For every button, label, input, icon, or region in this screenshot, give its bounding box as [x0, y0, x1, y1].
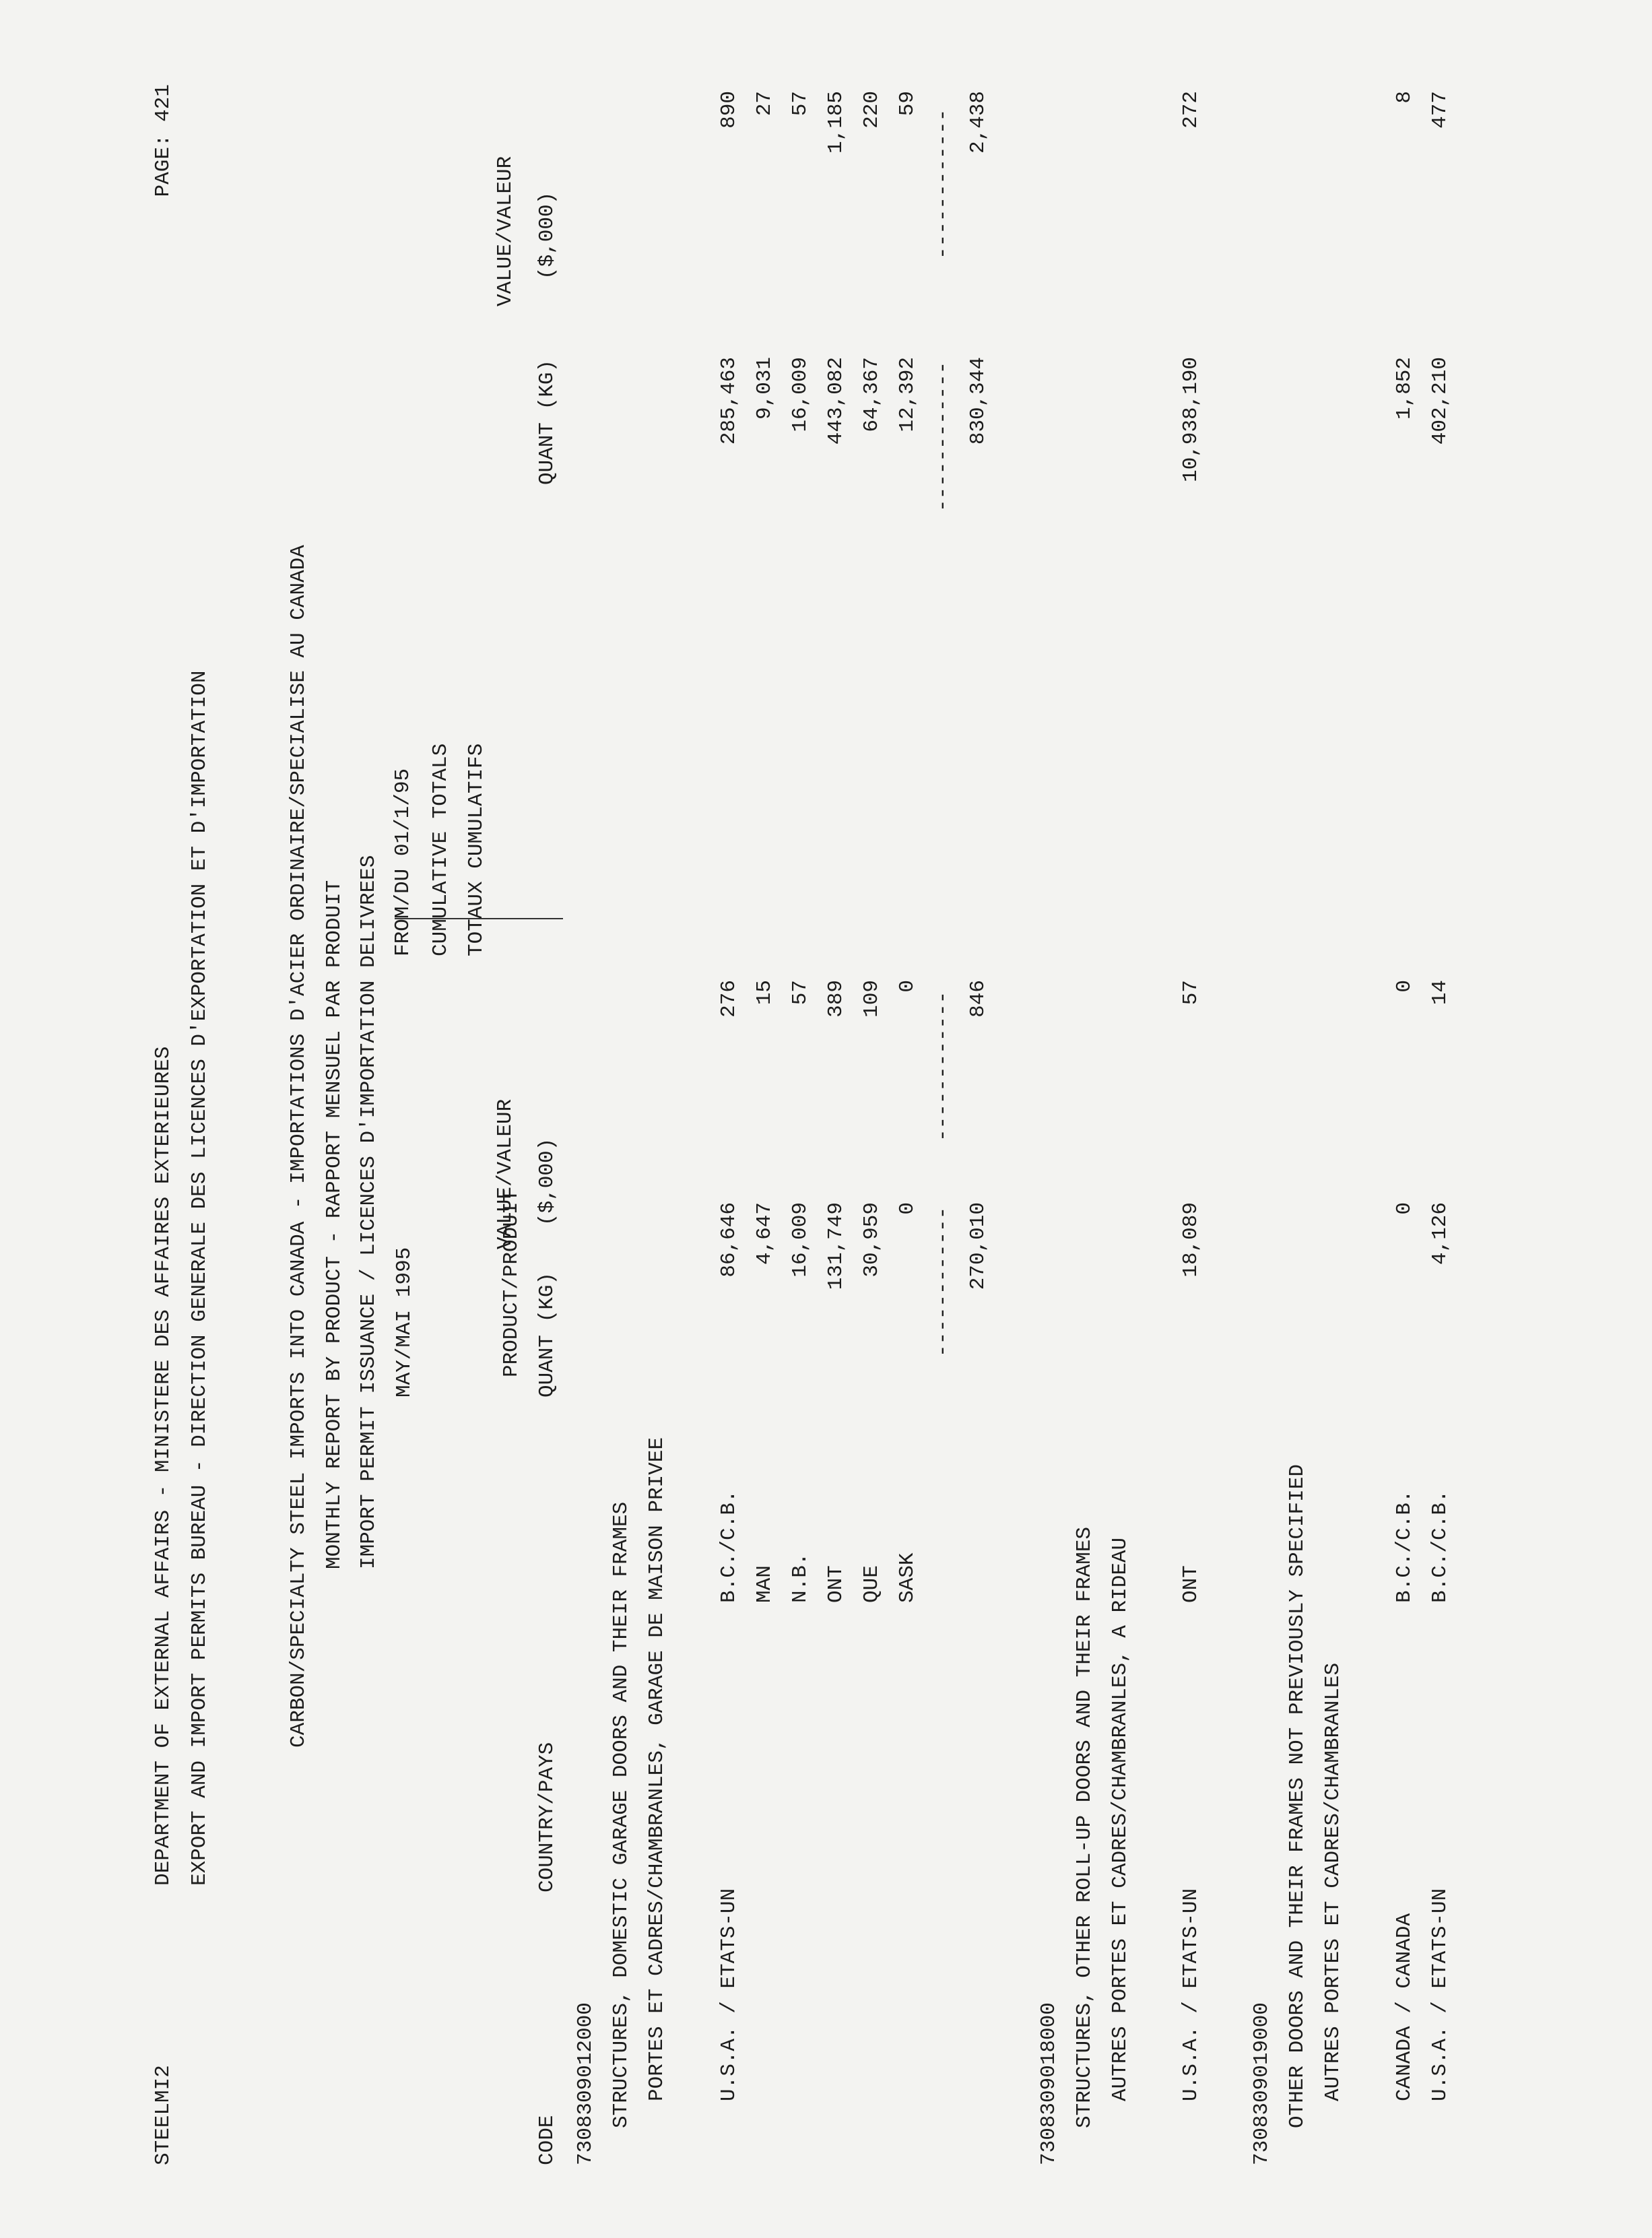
value-cell: 0: [896, 980, 919, 993]
cumulative-value-cell: 27: [753, 91, 777, 117]
cumulative-quantity-cell: 402,210: [1428, 357, 1452, 445]
country-cell: CANADA / CANADA: [1393, 1913, 1416, 2101]
total-cumulative-quantity: 830,344: [966, 357, 990, 445]
cumulative-quantity-cell: 285,463: [717, 357, 741, 445]
header-line-1: DEPARTMENT OF EXTERNAL AFFAIRS - MINISTERE DES AFFAIRES EXTERIEURES: [152, 1046, 175, 1886]
quantity-cell: 0: [896, 1202, 919, 1215]
cumulative-from-heading: FROM/DU 01/1/95: [391, 768, 415, 956]
cumulative-value-cell: 272: [1179, 91, 1203, 129]
column-divider: [395, 918, 563, 919]
region-cell: B.C./C.B.: [1393, 1490, 1416, 1603]
product-heading: PRODUCT/PRODUIT: [500, 1189, 523, 1377]
report-sheet: [152, 64, 1652, 2165]
section-description-en: OTHER DOORS AND THEIR FRAMES NOT PREVIOUSLY SPECIFIED: [1286, 1464, 1309, 2128]
cumulative-value-cell: 59: [896, 91, 919, 117]
header-line-4: MONTHLY REPORT BY PRODUCT - RAPPORT MENSUEL PAR PRODUIT: [323, 880, 346, 1569]
quantity-cell: 18,089: [1179, 1202, 1203, 1278]
value-cell: 15: [753, 980, 777, 1006]
cumulative-value-cell: 477: [1428, 91, 1452, 129]
cumulative-quantity-cell: 9,031: [753, 357, 777, 420]
country-heading: COUNTRY/PAYS: [535, 1742, 559, 1893]
header-line-5: IMPORT PERMIT ISSUANCE / LICENCES D'IMPORTATION DELIVREES: [357, 855, 381, 1569]
section-code: 7308309018000: [1037, 2002, 1061, 2165]
region-cell: ONT: [1179, 1565, 1203, 1603]
cumulative-totals-heading: CUMULATIVE TOTALS: [429, 743, 453, 956]
region-cell: SASK: [896, 1552, 919, 1603]
section-code: 7308309019000: [1250, 2002, 1274, 2165]
value-heading: VALUE/VALEUR: [494, 1098, 517, 1249]
quantity-cell: 86,646: [717, 1202, 741, 1278]
cumulative-value-heading: VALUE/VALEUR: [494, 156, 517, 306]
section-description-fr: PORTES ET CADRES/CHAMBRANLES, GARAGE DE MAISON PRIVEE: [645, 1437, 669, 2101]
value-cell: 0: [1393, 980, 1416, 993]
total-cumulative-value: 2,438: [966, 91, 990, 154]
value-cell: 276: [717, 980, 741, 1018]
region-cell: QUE: [860, 1565, 884, 1603]
cumulative-value-cell: 8: [1393, 91, 1416, 104]
quantity-cell: 16,009: [789, 1202, 812, 1278]
quantity-cell: 131,749: [824, 1202, 848, 1290]
cumulative-value-cell: 220: [860, 91, 884, 129]
total-quantity: 270,010: [966, 1202, 990, 1290]
subtotal-rule: ------------: [931, 1206, 955, 1357]
section-description-en: STRUCTURES, DOMESTIC GARAGE DOORS AND THEIR FRAMES: [609, 1501, 633, 2128]
value-cell: 57: [789, 980, 812, 1006]
value-cell: 389: [824, 980, 848, 1018]
value-cell: 57: [1179, 980, 1203, 1006]
cumulative-quantity-cell: 443,082: [824, 357, 848, 445]
section-code: 7308309012000: [574, 2002, 597, 2165]
section-description-fr: AUTRES PORTES ET CADRES/CHAMBRANLES, A RIDEAU: [1109, 1537, 1132, 2101]
cumulative-quantity-cell: 12,392: [896, 357, 919, 432]
region-cell: N.B.: [789, 1552, 812, 1603]
cumulative-quantity-heading: QUANT (KG): [535, 359, 559, 485]
subtotal-rule: ------------: [931, 991, 955, 1142]
header-line-2: EXPORT AND IMPORT PERMITS BUREAU - DIRECTION GENERALE DES LICENCES D'EXPORTATION ET D'IMPORTATION: [188, 670, 211, 1886]
code-heading: CODE: [535, 2115, 559, 2165]
region-cell: ONT: [824, 1565, 848, 1603]
cumulative-value-cell: 890: [717, 91, 741, 129]
cumulative-quantity-cell: 1,852: [1393, 357, 1416, 420]
country-cell: U.S.A. / ETATS-UN: [1428, 1888, 1452, 2101]
quantity-cell: 30,959: [860, 1202, 884, 1278]
subtotal-rule: ------------: [931, 108, 955, 259]
cumulative-quantity-cell: 10,938,190: [1179, 357, 1203, 483]
value-unit-heading: ($,000): [535, 1138, 559, 1226]
region-cell: MAN: [753, 1565, 777, 1603]
header-line-3: CARBON/SPECIALTY STEEL IMPORTS INTO CANADA - IMPORTATIONS D'ACIER ORDINAIRE/SPECIALISE AU CANADA: [287, 545, 310, 1748]
page-number: PAGE: 421: [152, 84, 175, 197]
cumulative-value-cell: 1,185: [824, 91, 848, 154]
country-cell: U.S.A. / ETATS-UN: [717, 1888, 741, 2101]
cumulative-quantity-cell: 64,367: [860, 357, 884, 432]
region-cell: B.C./C.B.: [717, 1490, 741, 1603]
subtotal-rule: ------------: [931, 361, 955, 512]
report-id: STEELMI2: [152, 2065, 175, 2165]
quantity-heading: QUANT (KG): [535, 1272, 559, 1397]
report-period: MAY/MAI 1995: [393, 1247, 416, 1397]
cumulative-quantity-cell: 16,009: [789, 357, 812, 432]
cumulative-totals-fr-heading: TOTAUX CUMULATIFS: [465, 743, 488, 956]
quantity-cell: 0: [1393, 1202, 1416, 1215]
cumulative-value-cell: 57: [789, 91, 812, 117]
value-cell: 14: [1428, 980, 1452, 1006]
country-cell: U.S.A. / ETATS-UN: [1179, 1888, 1203, 2101]
section-description-en: STRUCTURES, OTHER ROLL-UP DOORS AND THEIR FRAMES: [1073, 1527, 1096, 2128]
total-value: 846: [966, 980, 990, 1018]
value-cell: 109: [860, 980, 884, 1018]
section-description-fr: AUTRES PORTES ET CADRES/CHAMBRANLES: [1321, 1662, 1345, 2101]
region-cell: B.C./C.B.: [1428, 1490, 1452, 1603]
quantity-cell: 4,126: [1428, 1202, 1452, 1265]
cumulative-value-unit-heading: ($,000): [535, 191, 559, 279]
quantity-cell: 4,647: [753, 1202, 777, 1265]
